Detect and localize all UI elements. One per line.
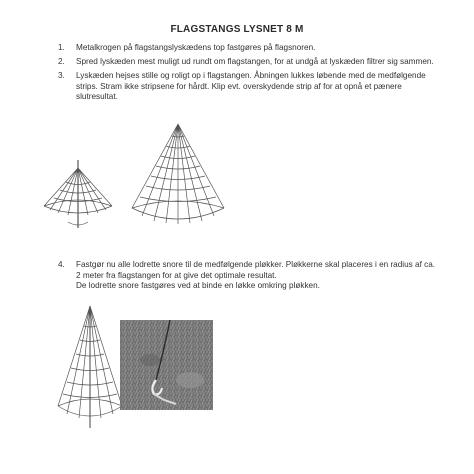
- step-number: 3.: [58, 71, 65, 80]
- page-title: FLAGSTANGS LYSNET 8 M: [170, 24, 304, 35]
- step-number: 4.: [58, 260, 65, 269]
- step-text-line: strips. Stram ikke stripsene for hårdt. Klip evt. overskydende strip af for at opnå et pænere: [76, 81, 402, 91]
- step-number: 1.: [58, 43, 65, 52]
- spread-light-net-figure: [38, 158, 118, 230]
- step-number: 2.: [58, 57, 65, 66]
- step-text-line: Metalkrogen på flagstangslyskædens top fastgøres på flagsnoren.: [76, 43, 316, 52]
- staked-light-net-figure: [55, 302, 125, 432]
- step-text-line: De lodrette snore fastgøres ved at binde en løkke omkring pløkken.: [76, 281, 320, 291]
- step-text-line: 2 meter fra flagstangen for at give det optimale resultat.: [76, 270, 277, 280]
- step-text-line: Fastgør nu alle lodrette snore til de medfølgende pløkker. Pløkkerne skal placeres i en radius af ca.: [76, 260, 436, 269]
- stake-photo: [120, 320, 213, 410]
- step-text-line: Spred lyskæden mest muligt ud rundt om flagstangen, for at undgå at lyskæden filtrer sig sammen.: [76, 57, 434, 66]
- step-text-line: Lyskæden hejses stille og roligt op i flagstangen. Åbningen lukkes løbende med de medfølgende: [76, 71, 426, 80]
- step-text-line: slutresultat.: [76, 92, 118, 102]
- hoisted-light-net-figure: [128, 122, 228, 232]
